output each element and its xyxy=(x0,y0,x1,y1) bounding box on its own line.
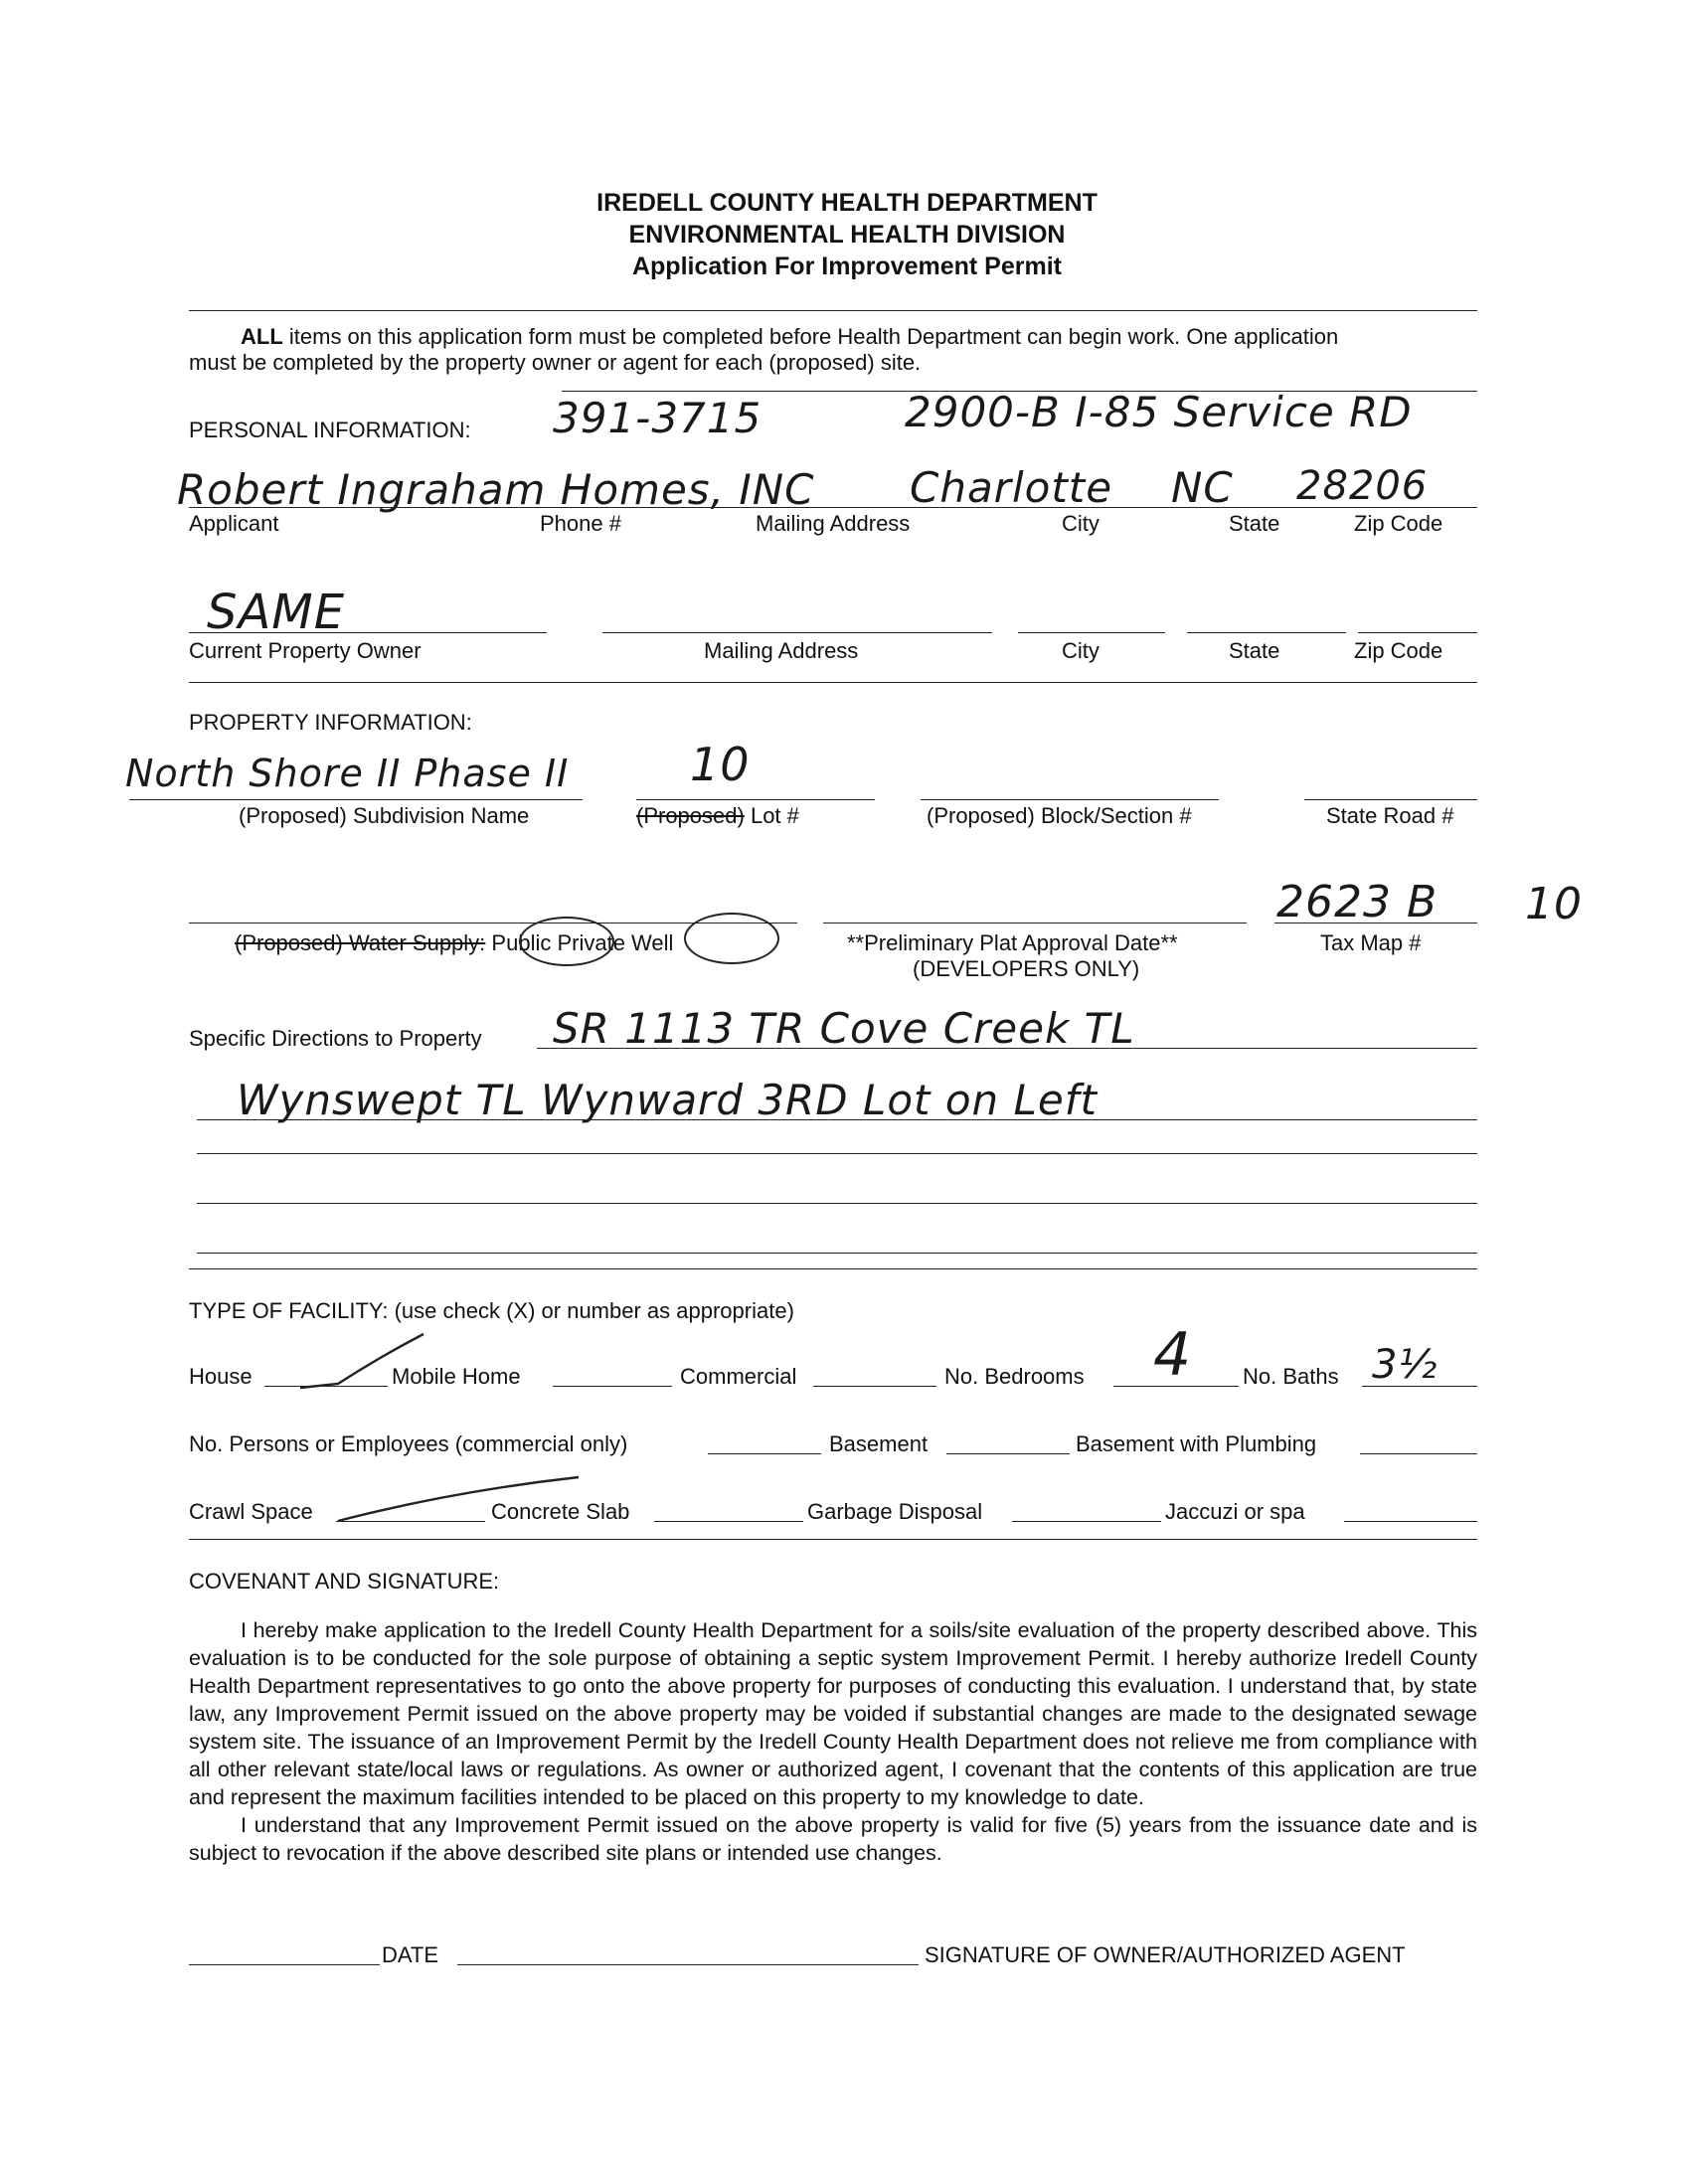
mobile-home-label: Mobile Home xyxy=(392,1364,521,1389)
applicant-line[interactable] xyxy=(189,507,1477,508)
phone-label: Phone # xyxy=(540,511,621,536)
lot-line[interactable] xyxy=(636,799,875,800)
section-rule-3 xyxy=(189,1539,1477,1540)
hw-city: Charlotte xyxy=(910,463,1113,512)
lot-label-text: Lot # xyxy=(744,803,799,828)
house-check-stroke xyxy=(300,1334,424,1388)
intro-text-1: items on this application form must be completed before Health Department can begin work. One application xyxy=(282,324,1339,349)
signature-line[interactable] xyxy=(457,1964,919,1965)
owner-state-label: State xyxy=(1229,638,1280,663)
crawl-space-label: Crawl Space xyxy=(189,1499,313,1524)
road-label: State Road # xyxy=(1326,803,1454,828)
jacuzzi-line[interactable] xyxy=(1344,1521,1477,1522)
hw-state: NC xyxy=(1171,463,1234,512)
hw-baths: 3½ xyxy=(1372,1342,1439,1388)
owner-zip-label: Zip Code xyxy=(1354,638,1443,663)
hw-directions-1: SR 1113 TR Cove Creek TL xyxy=(553,1004,1135,1053)
garbage-disposal-label: Garbage Disposal xyxy=(807,1499,983,1524)
bedrooms-label: No. Bedrooms xyxy=(944,1364,1085,1389)
personal-info-heading: PERSONAL INFORMATION: xyxy=(189,418,471,442)
owner-city-line[interactable] xyxy=(1018,632,1165,633)
zip-label: Zip Code xyxy=(1354,511,1443,536)
covenant-text xyxy=(189,1616,1477,1867)
owner-line[interactable] xyxy=(189,632,547,633)
persons-line[interactable] xyxy=(708,1453,821,1454)
garbage-disposal-line[interactable] xyxy=(1012,1521,1161,1522)
road-line[interactable] xyxy=(1304,799,1477,800)
commercial-label: Commercial xyxy=(680,1364,797,1389)
section-rule-1 xyxy=(189,682,1477,683)
owner-zip-line[interactable] xyxy=(1358,632,1477,633)
hw-zip: 28206 xyxy=(1296,463,1429,509)
commercial-line[interactable] xyxy=(813,1386,936,1387)
taxmap-line[interactable] xyxy=(1274,923,1477,924)
water-private-well[interactable]: Private Well xyxy=(557,930,674,955)
hw-directions-2: Wynswept TL Wynward 3RD Lot on Left xyxy=(237,1076,1098,1124)
owner-mailing-label: Mailing Address xyxy=(704,638,859,663)
applicant-label: Applicant xyxy=(189,511,279,536)
house-check-mark xyxy=(298,1328,427,1398)
hw-address-line: 2900-B I-85 Service RD xyxy=(905,388,1413,436)
block-line[interactable] xyxy=(921,799,1219,800)
covenant-heading: COVENANT AND SIGNATURE: xyxy=(189,1569,500,1594)
directions-line-3[interactable] xyxy=(197,1153,1477,1154)
directions-line-4[interactable] xyxy=(197,1203,1477,1204)
persons-label: No. Persons or Employees (commercial only) xyxy=(189,1431,628,1456)
plat-approval-sub: (DEVELOPERS ONLY) xyxy=(913,956,1140,981)
hw-bedrooms: 4 xyxy=(1153,1320,1193,1390)
header-form-title: Application For Improvement Permit xyxy=(631,252,1062,280)
header-division: ENVIRONMENTAL HEALTH DIVISION xyxy=(628,221,1066,249)
hw-subdivision: North Shore II Phase II xyxy=(125,752,570,795)
hw-owner: SAME xyxy=(207,585,346,640)
hw-phone: 391-3715 xyxy=(553,394,762,442)
hw-taxmap: 2623 B xyxy=(1276,877,1439,927)
jacuzzi-label: Jaccuzi or spa xyxy=(1165,1499,1305,1524)
owner-city-label: City xyxy=(1062,638,1100,663)
section-rule-2 xyxy=(189,1268,1477,1269)
subdivision-line[interactable] xyxy=(129,799,583,800)
plat-approval-label: **Preliminary Plat Approval Date** xyxy=(847,930,1178,955)
facility-heading: TYPE OF FACILITY: (use check (X) or number as appropriate) xyxy=(189,1298,794,1323)
header-rule xyxy=(189,310,1477,311)
mobile-home-line[interactable] xyxy=(553,1386,672,1387)
basement-plumbing-label: Basement with Plumbing xyxy=(1076,1431,1317,1456)
directions-line-2[interactable] xyxy=(197,1119,1477,1120)
lot-label xyxy=(636,803,799,829)
water-public[interactable]: Public xyxy=(491,930,552,955)
well-circle-mark xyxy=(684,913,779,964)
basement-label: Basement xyxy=(829,1431,929,1456)
public-circle-mark xyxy=(519,917,614,966)
date-line[interactable] xyxy=(189,1964,380,1965)
state-label: State xyxy=(1229,511,1280,536)
subdivision-label: (Proposed) Subdivision Name xyxy=(239,803,530,828)
hw-lot: 10 xyxy=(690,738,751,791)
hw-applicant: Robert Ingraham Homes, INC xyxy=(177,465,815,514)
covenant-paragraph-1: I hereby make application to the Iredell County Health Department for a soils/site evaluation of the property described above. This evaluation is to be conducted for the sole purpose of obtaining a septic system Improvement Permit. I hereby authorize Iredell County Health Department representatives to go onto the above property for purposes of conducting this evaluation. I understand that, by state law, any Improvement Permit issued on the above property may be voided if substantial changes are made to the designated sewage system site. The issuance of an Improvement Permit by the Iredell County Health Department does not relieve me from compliance with all other relevant state/local laws or regulations. As owner or authorized agent, I covenant that the contents of this application are true and represent the maximum facilities intended to be placed on this property to my knowledge to date. xyxy=(189,1618,1477,1809)
plat-date-line[interactable] xyxy=(823,923,1247,924)
owner-state-line[interactable] xyxy=(1187,632,1346,633)
baths-label: No. Baths xyxy=(1243,1364,1339,1389)
covenant-paragraph-2: I understand that any Improvement Permit issued on the above property is valid for five (5) years from the issuance date and is subject to revocation if the above described site plans or intended use changes. xyxy=(189,1813,1477,1865)
intro-all: ALL xyxy=(241,324,283,349)
lot-label-struck: (Proposed) xyxy=(636,803,745,828)
property-info-heading: PROPERTY INFORMATION: xyxy=(189,710,472,735)
city-label: City xyxy=(1062,511,1100,536)
house-label: House xyxy=(189,1364,253,1389)
concrete-slab-line[interactable] xyxy=(654,1521,803,1522)
basement-line[interactable] xyxy=(946,1453,1070,1454)
directions-line-1[interactable] xyxy=(537,1048,1477,1049)
block-label: (Proposed) Block/Section # xyxy=(927,803,1192,828)
header-department: IREDELL COUNTY HEALTH DEPARTMENT xyxy=(596,189,1098,217)
owner-label: Current Property Owner xyxy=(189,638,422,663)
owner-mailing-line[interactable] xyxy=(602,632,992,633)
signature-label: SIGNATURE OF OWNER/AUTHORIZED AGENT xyxy=(925,1942,1406,1967)
date-label: DATE xyxy=(382,1942,439,1967)
water-supply-prefix: (Proposed) Water Supply: xyxy=(235,930,486,955)
intro-line-2: must be completed by the property owner or agent for each (proposed) site. xyxy=(189,350,922,375)
mailing-address-label: Mailing Address xyxy=(756,511,911,536)
concrete-slab-label: Concrete Slab xyxy=(491,1499,630,1524)
directions-label: Specific Directions to Property xyxy=(189,1026,482,1051)
taxmap-label: Tax Map # xyxy=(1320,930,1422,955)
basement-plumbing-line[interactable] xyxy=(1360,1453,1477,1454)
intro-line-1 xyxy=(241,324,1338,350)
directions-line-5[interactable] xyxy=(197,1253,1477,1254)
hw-taxmap-lot: 10 xyxy=(1525,879,1583,929)
